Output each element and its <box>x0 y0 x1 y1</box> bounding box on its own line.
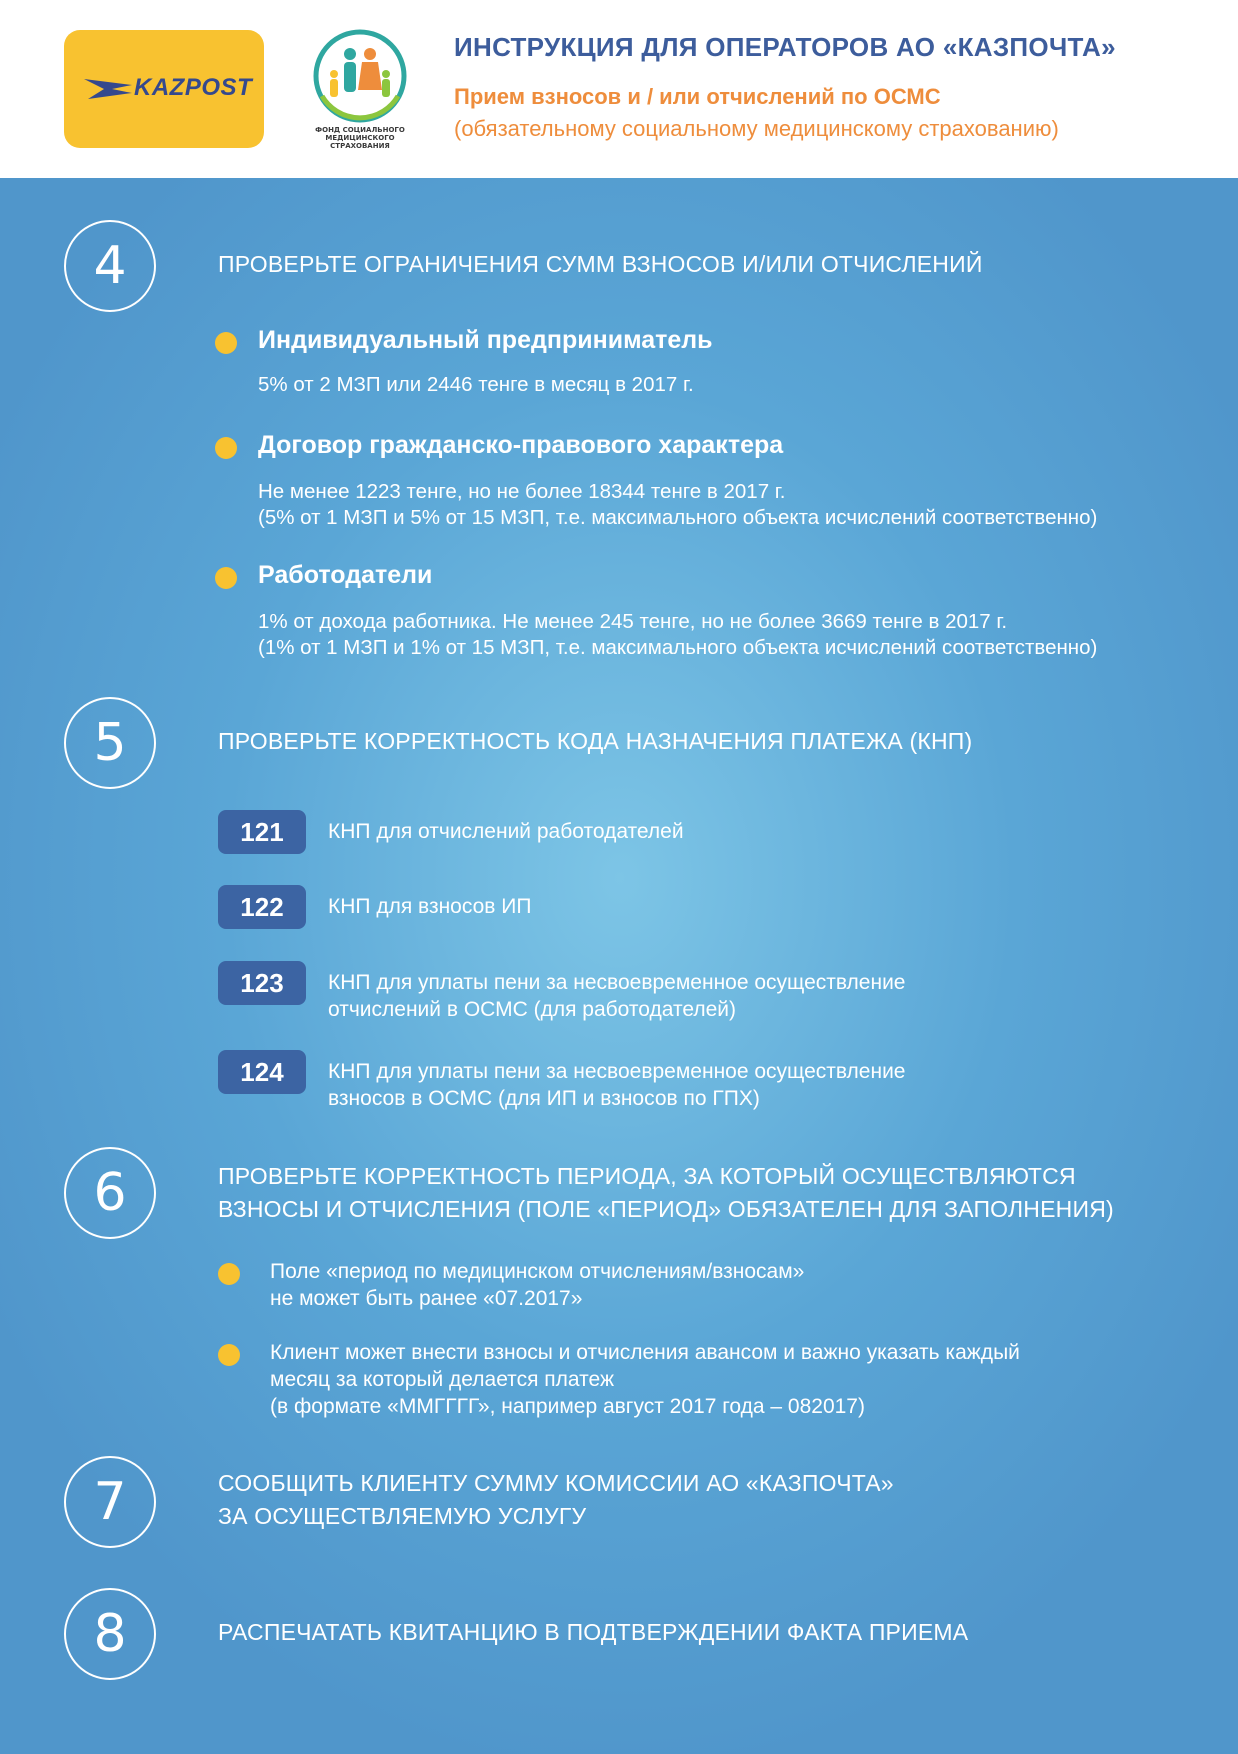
period-rule-text: (в формате «ММГГГГ», например август 2017 года – 082017) <box>270 1395 865 1418</box>
knp-code-badge: 124 <box>218 1050 306 1094</box>
limit-item-head-employers: Работодатели <box>258 561 433 589</box>
knp-code-desc: КНП для уплаты пени за несвоевременное осуществление <box>328 1060 906 1083</box>
period-rule-text: месяц за который делается платеж <box>270 1368 614 1391</box>
knp-code-desc: КНП для уплаты пени за несвоевременное осуществление <box>328 971 906 994</box>
step-6-title-line-2: ВЗНОСЫ И ОТЧИСЛЕНИЯ (ПОЛЕ «ПЕРИОД» ОБЯЗАТЕЛЕН ДЛЯ ЗАПОЛНЕНИЯ) <box>218 1196 1114 1222</box>
step-4-title: ПРОВЕРЬТЕ ОГРАНИЧЕНИЯ СУММ ВЗНОСОВ И/ИЛИ ОТЧИСЛЕНИЙ <box>218 251 983 277</box>
knp-code-badge: 121 <box>218 810 306 854</box>
page-subtitle: Прием взносов и / или отчислений по ОСМС <box>454 84 941 109</box>
step-8-title: РАСПЕЧАТАТЬ КВИТАНЦИЮ В ПОДТВЕРЖДЕНИИ ФАКТА ПРИЕМА <box>218 1619 969 1645</box>
step-7-number: 7 <box>64 1456 156 1548</box>
bullet-icon <box>218 1344 240 1366</box>
limit-item-text-ip: 5% от 2 МЗП или 2446 тенге в месяц в 2017 г. <box>258 373 694 396</box>
bullet-icon <box>218 1263 240 1285</box>
step-4-number: 4 <box>64 220 156 312</box>
step-6-title-line-1: ПРОВЕРЬТЕ КОРРЕКТНОСТЬ ПЕРИОДА, ЗА КОТОРЫЙ ОСУЩЕСТВЛЯЮТСЯ <box>218 1163 1076 1189</box>
period-rule-text: не может быть ранее «07.2017» <box>270 1287 583 1310</box>
period-rule-text: Поле «период по медицинском отчислениям/взносам» <box>270 1260 805 1283</box>
page-title: ИНСТРУКЦИЯ ДЛЯ ОПЕРАТОРОВ АО «КАЗПОЧТА» <box>454 32 1116 62</box>
bullet-icon <box>215 437 237 459</box>
instruction-body <box>0 178 1238 1754</box>
limit-item-text-gph-1: Не менее 1223 тенге, но не более 18344 тенге в 2017 г. <box>258 480 786 503</box>
kazpost-logo <box>64 30 264 148</box>
step-5-number: 5 <box>64 697 156 789</box>
knp-code-badge: 122 <box>218 885 306 929</box>
limit-item-head-gph: Договор гражданско-правового характера <box>258 431 784 459</box>
step-5-title: ПРОВЕРЬТЕ КОРРЕКТНОСТЬ КОДА НАЗНАЧЕНИЯ ПЛАТЕЖА (КНП) <box>218 728 973 754</box>
knp-code-badge: 123 <box>218 961 306 1005</box>
step-6-number: 6 <box>64 1147 156 1239</box>
health-fund-logo-text: ФОНД СОЦИАЛЬНОГО МЕДИЦИНСКОГО СТРАХОВАНИЯ <box>315 126 405 150</box>
limit-item-text-gph-2: (5% от 1 МЗП и 5% от 15 МЗП, т.е. максимального объекта исчислений соответственно) <box>258 506 1098 529</box>
family-icon <box>310 26 410 126</box>
knp-code-desc-cont: взносов в ОСМС (для ИП и взносов по ГПХ) <box>328 1087 760 1110</box>
limit-item-head-ip: Индивидуальный предприниматель <box>258 326 713 354</box>
page-subtitle-detail: (обязательному социальному медицинскому страхованию) <box>454 116 1059 141</box>
bullet-icon <box>215 332 237 354</box>
knp-code-desc-cont: отчислений в ОСМС (для работодателей) <box>328 998 736 1021</box>
step-7-title-line-1: СООБЩИТЬ КЛИЕНТУ СУММУ КОМИССИИ АО «КАЗПОЧТА» <box>218 1470 894 1496</box>
header <box>0 0 1238 178</box>
kazpost-logo-text: KAZPOST <box>134 74 253 101</box>
bullet-icon <box>215 567 237 589</box>
health-fund-logo <box>300 26 420 156</box>
kazpost-wing-icon <box>82 75 134 103</box>
step-8-number: 8 <box>64 1588 156 1680</box>
knp-code-desc: КНП для отчислений работодателей <box>328 820 684 843</box>
limit-item-text-employers-2: (1% от 1 МЗП и 1% от 15 МЗП, т.е. максимального объекта исчислений соответственно) <box>258 636 1098 659</box>
step-7-title-line-2: ЗА ОСУЩЕСТВЛЯЕМУЮ УСЛУГУ <box>218 1503 587 1529</box>
limit-item-text-employers-1: 1% от дохода работника. Не менее 245 тенге, но не более 3669 тенге в 2017 г. <box>258 610 1008 633</box>
period-rule-text: Клиент может внести взносы и отчисления авансом и важно указать каждый <box>270 1341 1020 1364</box>
knp-code-desc: КНП для взносов ИП <box>328 895 532 918</box>
